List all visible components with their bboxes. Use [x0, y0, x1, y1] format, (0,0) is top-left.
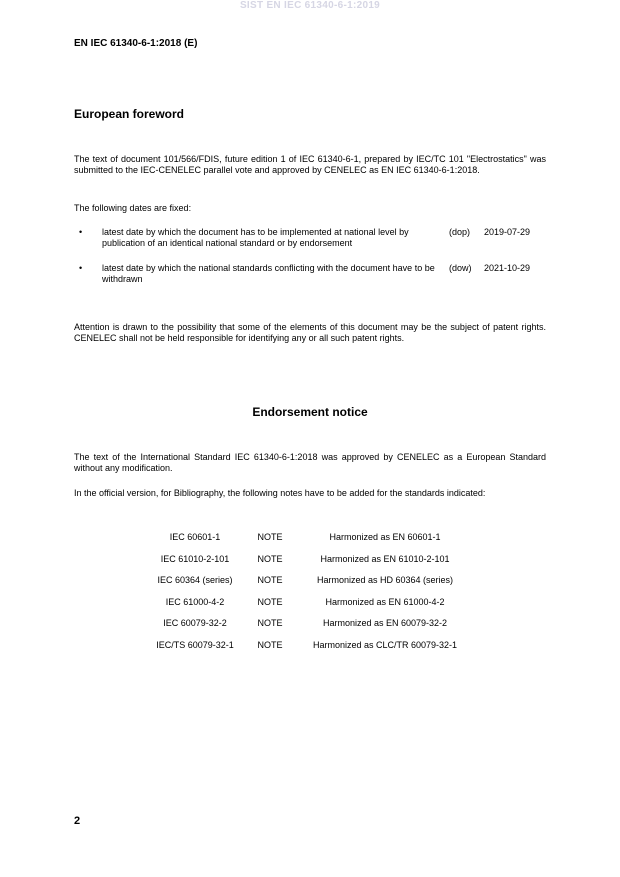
endorsement-title: Endorsement notice [252, 405, 368, 419]
standard-id: IEC 61010-2-101 [160, 553, 230, 564]
date-item [74, 263, 546, 289]
harmonized-text: Harmonized as EN 61000-4-2 [325, 596, 445, 607]
date-description: latest date by which the document has to be implemented at national level by publication of an identical national standard or by endorsement [102, 227, 409, 248]
harmonized-text: Harmonized as CLC/TR 60079-32-1 [312, 639, 458, 650]
date-value: 2019-07-29 [484, 227, 531, 237]
document-id: EN IEC 61340-6-1:2018 (E) [74, 38, 198, 49]
watermark: SIST EN IEC 61340-6-1:2019 [239, 0, 381, 11]
dates-list [74, 227, 546, 289]
harmonized-text: Harmonized as EN 60079-32-2 [322, 618, 448, 629]
date-code: (dow) [449, 263, 472, 273]
bibliography-intro: In the official version, for Bibliography, the following notes have to be added for the standards indicated: [74, 488, 486, 498]
standard-id: IEC/TS 60079-32-1 [156, 639, 234, 650]
harmonized-text: Harmonized as HD 60364 (series) [316, 575, 454, 586]
standard-id: IEC 60079-32-2 [163, 618, 227, 629]
patent-attention: Attention is drawn to the possibility that some of the elements of this document may be the subject of patent rights. CENELEC shall not be held responsible for identifying any or all such patent rights. [74, 322, 546, 343]
endorsement-text: The text of the International Standard IEC 61340-6-1:2018 was approved by CENELEC as a European Standard without any modification. [74, 452, 546, 473]
date-code: (dop) [449, 227, 471, 237]
standard-id: IEC 60601-1 [169, 532, 221, 542]
bullet: • [79, 263, 83, 273]
standard-id: IEC 60364 (series) [157, 575, 233, 586]
note-label: NOTE [257, 639, 283, 650]
page-number: 2 [74, 815, 81, 827]
standard-id: IEC 61000-4-2 [165, 596, 225, 607]
note-label: NOTE [257, 596, 283, 607]
date-description: latest date by which the national standards conflicting with the document have to be withdrawn [102, 263, 435, 284]
note-label: NOTE [257, 553, 283, 564]
note-label: NOTE [257, 618, 283, 629]
date-value: 2021-10-29 [484, 263, 531, 273]
bullet: • [79, 227, 83, 237]
foreword-title: European foreword [74, 107, 185, 121]
dates-intro: The following dates are fixed: [74, 203, 192, 213]
note-label: NOTE [257, 532, 283, 542]
date-item [74, 227, 546, 253]
note-label: NOTE [257, 575, 283, 586]
harmonized-text: Harmonized as EN 61010-2-101 [320, 553, 450, 564]
harmonized-text: Harmonized as EN 60601-1 [329, 532, 441, 542]
foreword-intro: The text of document 101/566/FDIS, future edition 1 of IEC 61340-6-1, prepared by IEC/TC 101 "Electrostatics" was submitted to the IEC-CENELEC parallel vote and approved by CENELEC as EN IEC 61340-6-1:2018. [74, 154, 546, 175]
